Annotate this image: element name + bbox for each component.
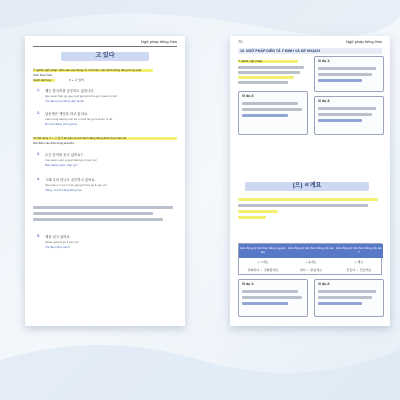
example-title: Ví dụ 1: bbox=[318, 59, 331, 63]
text-line bbox=[242, 296, 302, 299]
example-romanization: /chae geul ik go it seo yo/ bbox=[45, 240, 79, 244]
text-line bbox=[318, 113, 372, 116]
right-page bbox=[230, 36, 390, 326]
intro-label: Ý nghĩa ngữ pháp: bbox=[238, 59, 263, 63]
example-box bbox=[314, 279, 384, 317]
example-romanization: /keu rae u ri eon ni do gong bu ha go it seo yo/ bbox=[45, 183, 107, 187]
highlight-line bbox=[238, 198, 378, 201]
example-korean: 제는 한국어를 공부하고 있습니다. bbox=[45, 89, 95, 93]
right-page-header bbox=[238, 39, 382, 44]
example-romanization: /mu seun eum a geul deut go it seo yo/ bbox=[45, 158, 97, 162]
text-line bbox=[242, 108, 302, 111]
example-number: 5. bbox=[37, 234, 40, 238]
table-header: Gốc động từ kết thúc bằng phụ âm ㄹ bbox=[335, 244, 383, 258]
grammar-label: Ý nghĩa ngữ pháp: Gắn vào sau động từ, thể hiện một hành động đang trong quá bbox=[33, 68, 142, 72]
note-label-2: thời điểm xác định trong quá khứ. bbox=[33, 141, 75, 145]
example-title: Ví dụ 1: bbox=[242, 282, 255, 286]
example-number: 4. bbox=[37, 177, 40, 181]
example-romanization: /jeo neun han gu geo reul gong bu ha go it seum ni ta/ bbox=[45, 94, 117, 98]
table-cell: 전화하다 → 전화할게요 bbox=[247, 268, 279, 272]
example-box bbox=[314, 96, 384, 135]
highlight-line bbox=[238, 216, 266, 219]
example-korean: 그래 우리 언니도 공부하고 있어요. bbox=[45, 178, 96, 182]
text-line bbox=[242, 102, 298, 105]
example-box bbox=[238, 279, 308, 317]
conjugation-table bbox=[238, 243, 382, 275]
example-box bbox=[314, 56, 384, 92]
text-line bbox=[318, 73, 372, 76]
example-vietnamese: Tôi đang đọc sách. bbox=[45, 245, 71, 249]
text-line bbox=[318, 67, 376, 70]
table-header: Gốc động từ kết thúc bằng nguyên âm bbox=[239, 244, 287, 258]
example-korean: 책을 읽고 있어요. bbox=[45, 235, 71, 239]
example-vietnamese: Tôi đang học tiếng Hàn Quốc. bbox=[45, 99, 85, 103]
text-line bbox=[33, 206, 173, 209]
text-line bbox=[318, 79, 362, 82]
example-title: Ví dụ 2: bbox=[242, 94, 255, 98]
header-rule bbox=[33, 46, 177, 47]
text-line bbox=[238, 204, 368, 207]
text-line bbox=[33, 212, 153, 215]
text-line bbox=[242, 302, 288, 305]
example-title: Ví dụ 3: bbox=[318, 99, 331, 103]
form-label: Cách kết hợp: bbox=[33, 78, 52, 82]
highlight-line bbox=[238, 210, 278, 213]
highlight-line bbox=[238, 76, 294, 79]
example-vietnamese: Vâng, chị tôi cũng đang học. bbox=[45, 188, 83, 192]
text-line bbox=[242, 114, 288, 117]
example-korean: 남동생은 게임을 하고 있어요. bbox=[45, 112, 89, 116]
example-number: 2. bbox=[37, 111, 40, 115]
table-cell: + ㄹ게요 bbox=[257, 260, 269, 264]
table-cell: + 게요 bbox=[354, 260, 364, 264]
example-box bbox=[238, 91, 308, 135]
text-line bbox=[318, 290, 376, 293]
text-line bbox=[318, 296, 372, 299]
table-header: Gốc động từ kết thúc bằng phụ âm bbox=[287, 244, 335, 258]
example-vietnamese: Bạn đang nghe nhạc gì? bbox=[45, 163, 78, 167]
left-page bbox=[25, 36, 185, 326]
text-line bbox=[238, 71, 300, 74]
grammar-line2: trình thực hiện bbox=[33, 73, 53, 77]
example-number: 3. bbox=[37, 152, 40, 156]
form-value: V + 고 있어 bbox=[69, 78, 84, 82]
table-cell: + 을게요 bbox=[305, 260, 317, 264]
grammar-title-2: (으) ㄹ게요 bbox=[245, 182, 369, 191]
example-korean: 무슨 음악을 듣고 있어요? bbox=[45, 153, 83, 157]
text-line bbox=[242, 290, 298, 293]
example-number: 1. bbox=[37, 88, 40, 92]
example-title: Ví dụ 2: bbox=[318, 282, 331, 286]
text-line bbox=[238, 66, 304, 69]
example-vietnamese: Em trai đang chơi game. bbox=[45, 122, 78, 126]
page-number: 70 bbox=[238, 39, 243, 44]
text-line bbox=[238, 81, 288, 84]
note-label: Có thể dùng V + 고 있다 để diễn tả một hành động đang được thực hiện tại bbox=[33, 136, 127, 140]
right-header-title: Ngữ pháp tiếng Hàn bbox=[345, 39, 382, 44]
example-romanization: /nam tong saeng eun ke i meul ha go it seum ni ta/ bbox=[45, 117, 113, 121]
text-line bbox=[33, 218, 163, 221]
left-page-header: Ngữ pháp tiếng Hàn bbox=[140, 39, 177, 44]
table-cell: 받다 → 받을게요 bbox=[299, 268, 323, 272]
text-line bbox=[318, 119, 362, 122]
grammar-title: 고 있다 bbox=[61, 52, 149, 61]
text-line bbox=[318, 107, 376, 110]
table-cell: 만들다 → 만들게요 bbox=[346, 268, 372, 272]
text-line bbox=[318, 302, 362, 305]
section-title: 16. NGỮ PHÁP DIỄN TẢ Ý ĐỊNH VÀ KẾ HOẠCH bbox=[238, 48, 382, 54]
